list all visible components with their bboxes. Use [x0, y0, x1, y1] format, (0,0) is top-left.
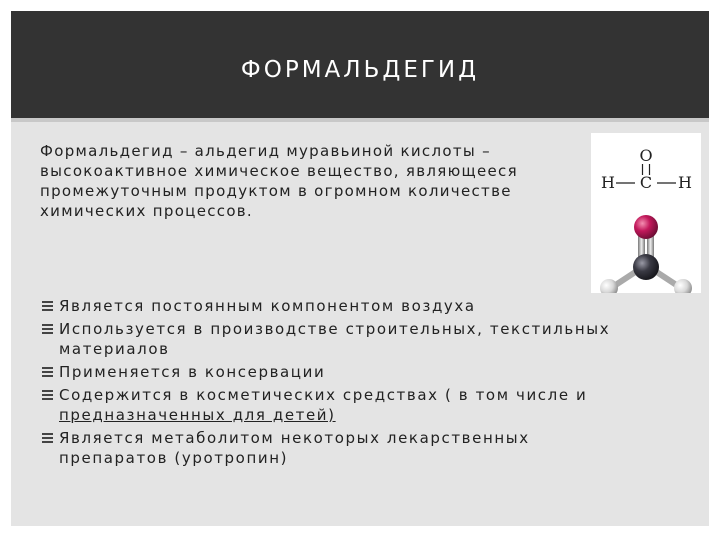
bullet-text: Является постоянным компонентом воздуха — [59, 297, 476, 315]
bullet-text: Применяется в консервации — [59, 363, 326, 381]
molecule-svg — [591, 133, 701, 293]
title-bar — [11, 11, 709, 118]
intro-line: высокоактивное химическое вещество, являющееся — [40, 162, 518, 180]
formula-hydrogen-left: H — [601, 173, 615, 192]
bullet-text: предназначенных для детей) — [59, 406, 336, 424]
bullet-list — [42, 296, 692, 471]
bullet-icon — [42, 390, 53, 400]
oxygen-atom — [634, 215, 658, 239]
bullet-item — [42, 385, 692, 425]
bullet-text: Является метаболитом некоторых лекарственных — [59, 429, 530, 447]
formaldehyde-molecule-figure — [591, 133, 701, 293]
bullet-icon — [42, 367, 53, 377]
bullet-item — [42, 362, 692, 382]
divider — [11, 118, 709, 122]
bullet-item — [42, 296, 692, 316]
slide-title: ФОРМАЛЬДЕГИД — [240, 57, 480, 83]
formula-carbon: C — [639, 173, 653, 192]
slide — [11, 11, 709, 526]
bullet-item — [42, 319, 692, 359]
bullet-text: материалов — [59, 340, 170, 358]
carbon-atom — [633, 254, 659, 280]
intro-line: химических процессов. — [40, 202, 254, 220]
formula-oxygen: O — [639, 146, 653, 165]
formula-hydrogen-right: H — [678, 173, 692, 192]
hydrogen-atom — [674, 279, 692, 293]
intro-paragraph — [40, 141, 585, 221]
bullet-icon — [42, 301, 53, 311]
bullet-text: Содержится в косметических средствах ( в том числе и — [59, 386, 588, 404]
bullet-text: Используется в производстве строительных, текстильных — [59, 320, 611, 338]
intro-line: Формальдегид – альдегид муравьиной кислоты – — [40, 142, 491, 160]
intro-line: промежуточным продуктом в огромном количестве — [40, 182, 512, 200]
bullet-item — [42, 428, 692, 468]
bullet-text: препаратов (уротропин) — [59, 449, 289, 467]
hydrogen-atom — [600, 279, 618, 293]
bullet-icon — [42, 433, 53, 443]
bullet-icon — [42, 324, 53, 334]
